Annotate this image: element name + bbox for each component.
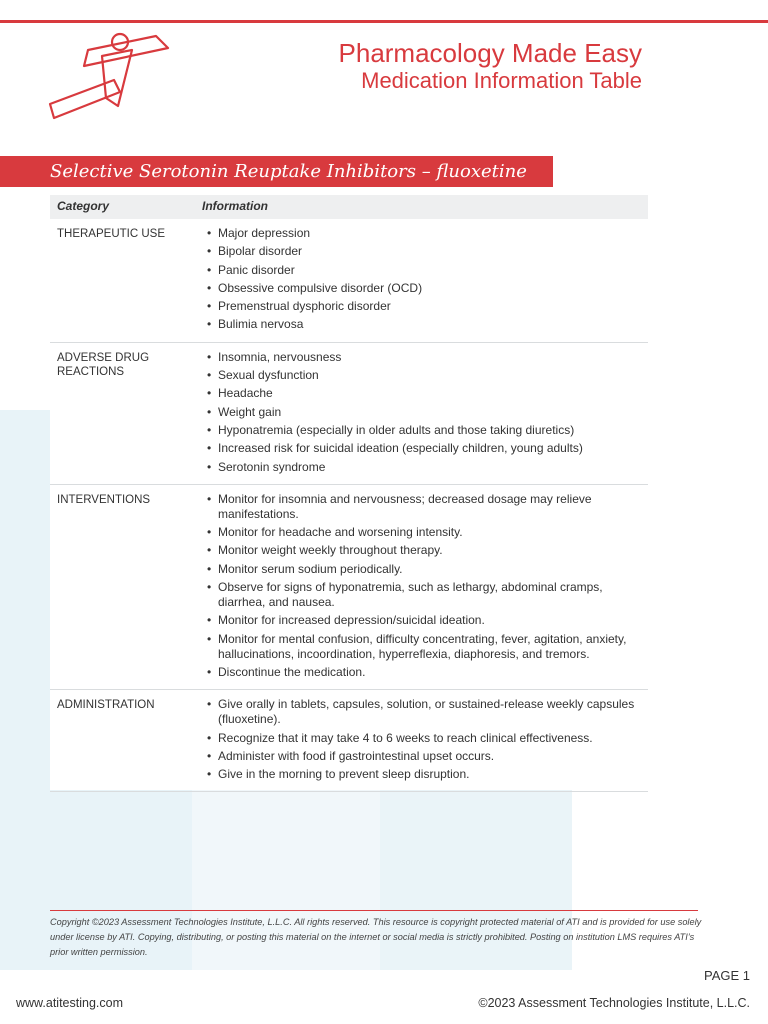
website-link[interactable]: www.atitesting.com — [16, 996, 123, 1010]
list-item: • Insomnia, nervousness — [206, 350, 648, 365]
medication-table — [50, 195, 648, 792]
list-item: • Bipolar disorder — [206, 244, 648, 259]
info-list — [206, 697, 648, 782]
list-item: • Monitor serum sodium periodically. — [206, 562, 648, 577]
list-item: • Panic disorder — [206, 263, 648, 278]
table-header — [50, 195, 648, 219]
column-header-category: Category — [57, 199, 110, 213]
ati-figure-logo-icon — [44, 28, 174, 128]
row-category: ADMINISTRATION — [57, 699, 155, 712]
list-item: • Increased risk for suicidal ideation (especially children, young adults) — [206, 441, 648, 456]
list-item: • Major depression — [206, 226, 648, 241]
copyright-notice: Copyright ©2023 Assessment Technologies Institute, L.L.C. All rights reserved. This resource is copyright protected material of ATI and is provided for use solely under license by ATI. Copying, distributing, or posting this material on the internet or social media is strictly prohibited. Posting on institution LMS requires ATI’s prior written permission. — [50, 917, 702, 957]
list-item: • Premenstrual dysphoric disorder — [206, 299, 648, 314]
list-item: • Hyponatremia (especially in older adults and those taking diuretics) — [206, 423, 648, 438]
list-item: • Recognize that it may take 4 to 6 weeks to reach clinical effectiveness. — [206, 731, 648, 746]
page-number: PAGE 1 — [703, 968, 750, 983]
table-row — [50, 485, 648, 690]
top-rule — [0, 20, 768, 23]
list-item: • Give in the morning to prevent sleep disruption. — [206, 767, 648, 782]
info-list — [206, 350, 648, 475]
list-item: • Monitor weight weekly throughout therapy. — [206, 543, 648, 558]
list-item: • Monitor for insomnia and nervousness; decreased dosage may relieve manifestations. — [206, 492, 648, 522]
list-item: • Observe for signs of hyponatremia, such as lethargy, abdominal cramps, diarrhea, and nausea. — [206, 580, 648, 610]
section-banner — [0, 156, 553, 187]
row-category: INTERVENTIONS — [57, 493, 151, 506]
row-category: THERAPEUTIC USE — [57, 228, 165, 240]
row-category: ADVERSE DRUG REACTIONS — [57, 351, 150, 378]
info-list — [206, 226, 648, 332]
info-list — [206, 492, 648, 680]
list-item: • Sexual dysfunction — [206, 368, 648, 383]
table-row — [50, 343, 648, 485]
list-item: • Discontinue the medication. — [206, 665, 648, 680]
list-item: • Monitor for mental confusion, difficulty concentrating, fever, agitation, anxiety, hallucinations, incoordination, hyperreflexia, diaphoresis, and tremors. — [206, 632, 648, 662]
column-header-information: Information — [202, 199, 268, 213]
list-item: • Obsessive compulsive disorder (OCD) — [206, 281, 648, 296]
table-row — [50, 219, 648, 343]
list-item: • Give orally in tablets, capsules, solution, or sustained-release weekly capsules (fluoxetine). — [206, 697, 648, 727]
page-title: Pharmacology Made Easy — [338, 38, 642, 68]
list-item: • Monitor for headache and worsening intensity. — [206, 525, 648, 540]
page-subtitle: Medication Information Table — [361, 68, 642, 93]
list-item: • Weight gain — [206, 405, 648, 420]
list-item: • Monitor for increased depression/suicidal ideation. — [206, 613, 648, 628]
section-heading: Selective Serotonin Reuptake Inhibitors – fluoxetine — [50, 161, 527, 182]
list-item: • Serotonin syndrome — [206, 460, 648, 475]
footer-company: ©2023 Assessment Technologies Institute, L.L.C. — [478, 996, 750, 1010]
table-row — [50, 690, 648, 792]
footer-rule — [50, 910, 698, 911]
list-item: • Administer with food if gastrointestinal upset occurs. — [206, 749, 648, 764]
list-item: • Bulimia nervosa — [206, 317, 648, 332]
list-item: • Headache — [206, 386, 648, 401]
title-block — [339, 38, 642, 94]
